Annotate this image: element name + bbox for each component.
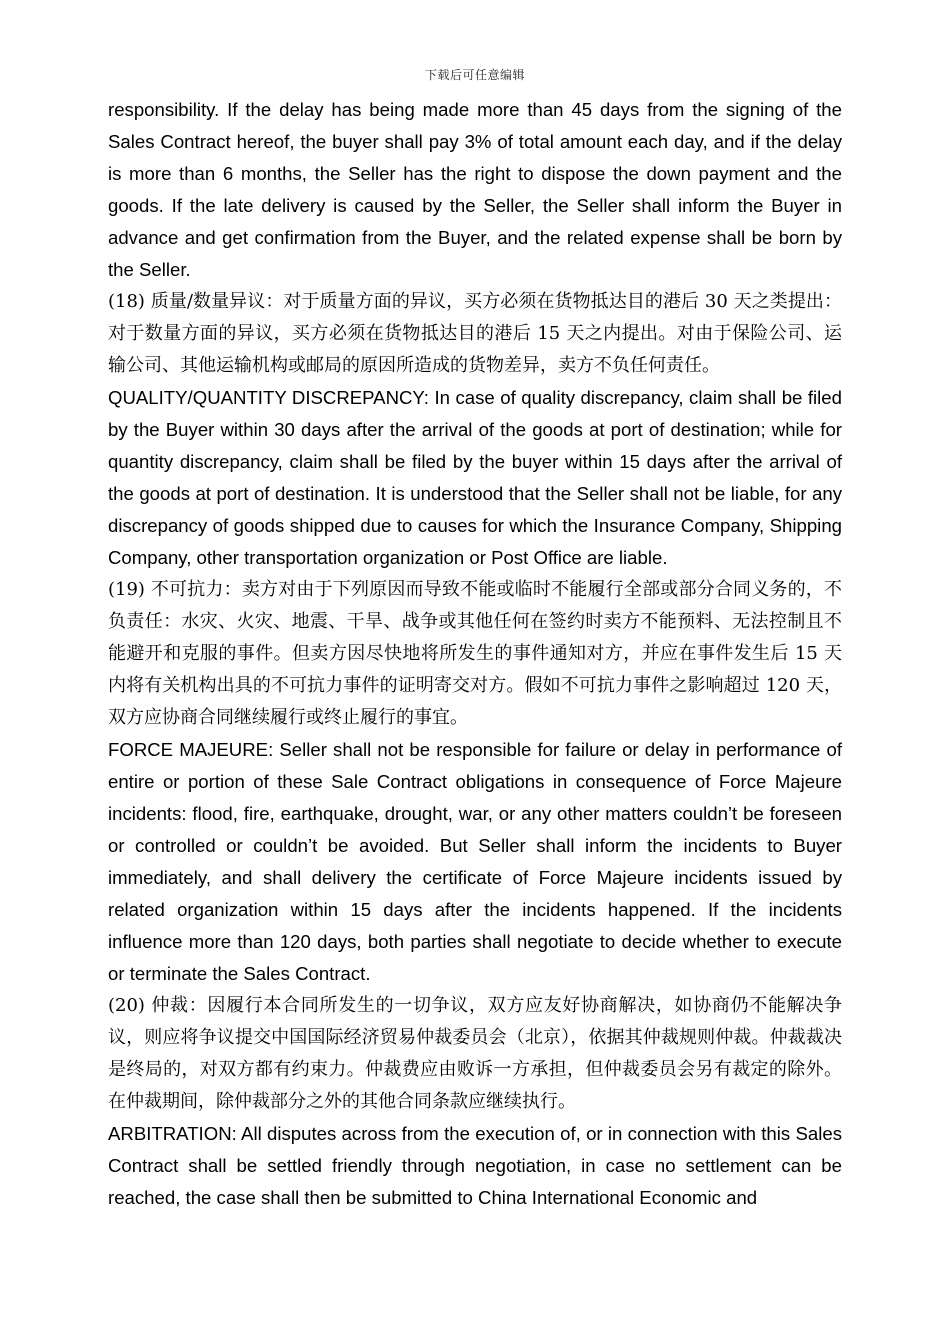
page-header: 下载后可任意编辑 <box>424 68 525 82</box>
document-body <box>108 94 842 1214</box>
paragraph-force-majeure-en: FORCE MAJEURE: Seller shall not be responsible for failure or delay in performance of entire or portion of these Sale Contract obligations in consequence of Force Majeure incidents: flood, fire, earthquake, drought, war, or any other matters couldn’t be foreseen or controlled or couldn’t be avoided. But Seller shall inform the incidents to Buyer immediately, and shall delivery the certificate of Force Majeure incidents issued by related organization within 15 days after the incidents happened. If the incidents influence more than 120 days, both parties shall negotiate to decide whether to execute or terminate the Sales Contract. <box>108 739 842 984</box>
paragraph-delay-en: responsibility. If the delay has being made more than 45 days from the signing of the Sales Contract hereof, the buyer shall pay 3% of total amount each day, and if the delay is more than 6 months, the Seller has the right to dispose the down payment and the goods. If the late delivery is caused by the Seller, the Seller shall inform the Buyer in advance and get confirmation from the Buyer, and the related expense shall be born by the Seller. <box>108 99 842 280</box>
paragraph-arbitration-cn: (20) 仲裁：因履行本合同所发生的一切争议，双方应友好协商解决，如协商仍不能解决争议，则应将争议提交中国国际经济贸易仲裁委员会（北京），依据其仲裁规则仲裁。仲裁裁决是终局的，对双方都有约束力。仲裁费应由败诉一方承担，但仲裁委员会另有裁定的除外。在仲裁期间，除仲裁部分之外的其他合同条款应继续执行。 <box>108 995 842 1112</box>
paragraph-force-majeure-cn: (19) 不可抗力：卖方对由于下列原因而导致不能或临时不能履行全部或部分合同义务的，不负责任：水灾、火灾、地震、干旱、战争或其他任何在签约时卖方不能预料、无法控制且不能避开和克服的事件。但卖方因尽快地将所发生的事件通知对方，并应在事件发生后 15 天内将有关机构出具的不可抗力事件的证明寄交对方。假如不可抗力事件之影响超过 120 天，双方应协商合同继续履行或终止履行的事宜。 <box>108 579 842 728</box>
paragraph-quality-discrepancy-cn: (18) 质量/数量异议：对于质量方面的异议，买方必须在货物抵达目的港后 30 天之类提出：对于数量方面的异议，买方必须在货物抵达目的港后 15 天之内提出。对由于保险公司、运输公司、其他运输机构或邮局的原因所造成的货物差异，卖方不负任何责任。 <box>108 291 842 376</box>
paragraph-arbitration-en: ARBITRATION: All disputes across from the execution of, or in connection with this Sales Contract shall be settled friendly through negotiation, in case no settlement can be reached, the case shall then be submitted to China International Economic and <box>108 1123 842 1208</box>
paragraph-quality-discrepancy-en: QUALITY/QUANTITY DISCREPANCY: In case of quality discrepancy, claim shall be filed by the Buyer within 30 days after the arrival of the goods at port of destination; while for quantity discrepancy, claim shall be filed by the buyer within 15 days after the arrival of the goods at port of destination. It is understood that the Seller shall not be liable, for any discrepancy of goods shipped due to causes for which the Insurance Company, Shipping Company, other transportation organization or Post Office are liable. <box>108 387 842 568</box>
